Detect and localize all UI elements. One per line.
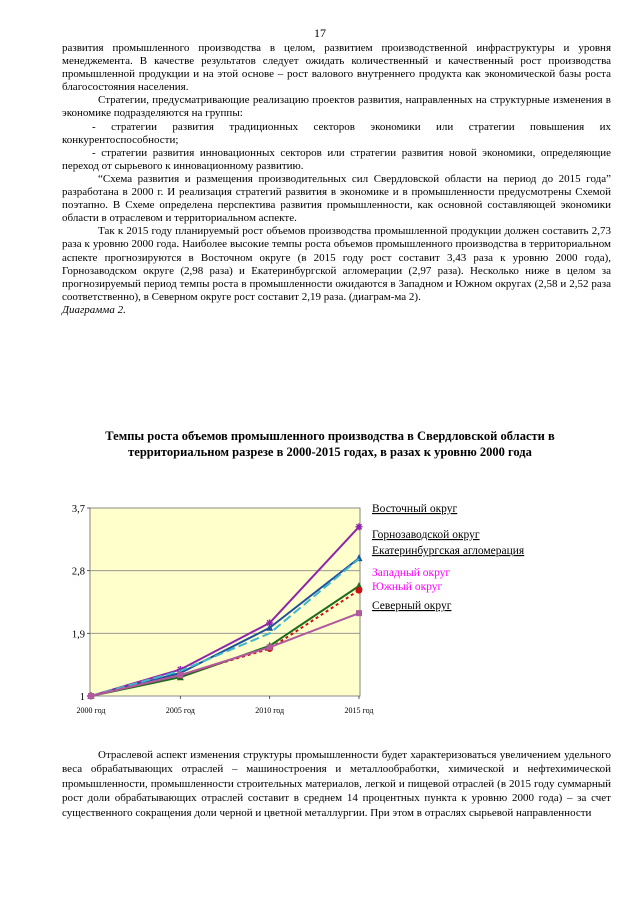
legend-label-2: Екатеринбургская агломерация	[372, 545, 525, 557]
plot-area	[90, 508, 360, 696]
paragraph-scheme: “Схема развития и размещения производительных сил Свердловской области на период до 2015 года” разработана в 2000 г. И реализация стратегий развития в экономике и в промышленности предусмотрены Схемой поэтапно. В Схеме определена перспектива развития промышленности, как основной составляющей экономики области в отраслевом и территориальном аспекте.	[62, 172, 611, 225]
data-point	[356, 587, 363, 594]
data-point	[356, 610, 362, 616]
body-text	[62, 42, 611, 317]
y-tick-label: 1	[79, 692, 85, 703]
growth-line-chart	[58, 496, 558, 728]
legend-label-4: Южный округ	[372, 581, 443, 593]
page-number: 17	[314, 26, 326, 40]
legend-label-3: Западный округ	[372, 567, 451, 579]
bottom-text	[62, 748, 611, 820]
y-tick-label: 3,7	[71, 504, 85, 515]
y-tick-label: 2,8	[71, 566, 85, 578]
legend-label-0: Восточный округ	[372, 503, 458, 515]
x-tick-label: 2010 год	[255, 706, 285, 715]
legend-label-5: Северный округ	[372, 600, 452, 612]
data-point	[88, 693, 94, 699]
paragraph-growth: Так к 2015 году планируемый рост объемов производства промышленной продукции должен составить 2,73 раза к уровню 2000 года. Наиболее высокие темпы роста объемов промышленного производства в территориальном аспекте прогнозируются в Восточном округе (в 2015 году рост составит 3,43 раза к уровню 2000 года), Горнозаводском округе (2,98 раза) и Екатеринбургской агломерации (2,97 раза). Несколько ниже в целом за прогнозируемый период темпы роста в промышленности ожидаются в Западном и Южном округах (2,58 и 2,52 раза соответственно), в Северном округе рост составит 2,19 раза. (диаграм-ма 2).	[62, 225, 611, 303]
y-tick-label: 1,9	[71, 629, 85, 641]
x-tick-label: 2015 год	[344, 706, 374, 715]
paragraph-sectoral: Отраслевой аспект изменения структуры промышленности будет характеризоваться увеличением удельного веса обрабатывающих отраслей – машиностроения и металлообработки, химической и нефтехимической промышленности, промышленности строительных материалов, легкой и пищевой отраслей (в 2015 году суммарный рост доли обрабатывающих отраслей составит в среднем 14 процентных пункта к уровню 2000 года) – за счет существенного сокращения доли черной и цветной металлургии. При этом в отраслях сырьевой направленности	[62, 749, 611, 819]
list-item-innovative: - стратегии развития инновационных секторов или стратегии развития новой экономики, определяющие переход от сырьевого к инновационному развитию.	[62, 146, 611, 172]
data-point	[267, 644, 273, 650]
data-point	[356, 523, 363, 530]
diagram-caption: Диаграмма 2.	[62, 303, 126, 316]
paragraph-strategies: Стратегии, предусматривающие реализацию проектов развития, направленных на структурные изменения в экономике подразделяются на группы:	[62, 94, 611, 120]
legend-label-1: Горнозаводской округ	[372, 529, 480, 541]
paragraph-intro: развития промышленного производства в целом, развитием производственной инфраструктуры и уровня менеджемента. В качестве результатов следует ожидать количественный и качественный рост производства промышленной продукции и на этой основе – рост валового внутреннего продукта как экономической базы роста благосостояния населения.	[62, 42, 611, 94]
list-item-traditional: - стратегии развития традиционных секторов экономики или стратегии повышения их конкурентоспособности;	[62, 120, 611, 146]
x-tick-label: 2005 год	[165, 706, 195, 715]
chart-title: Темпы роста объемов промышленного производства в Свердловской области в территориальном разрезе в 2000-2015 годах, в разах к уровню 2000 года	[105, 429, 555, 459]
data-point	[177, 672, 183, 678]
x-tick-label: 2000 год	[76, 706, 106, 715]
